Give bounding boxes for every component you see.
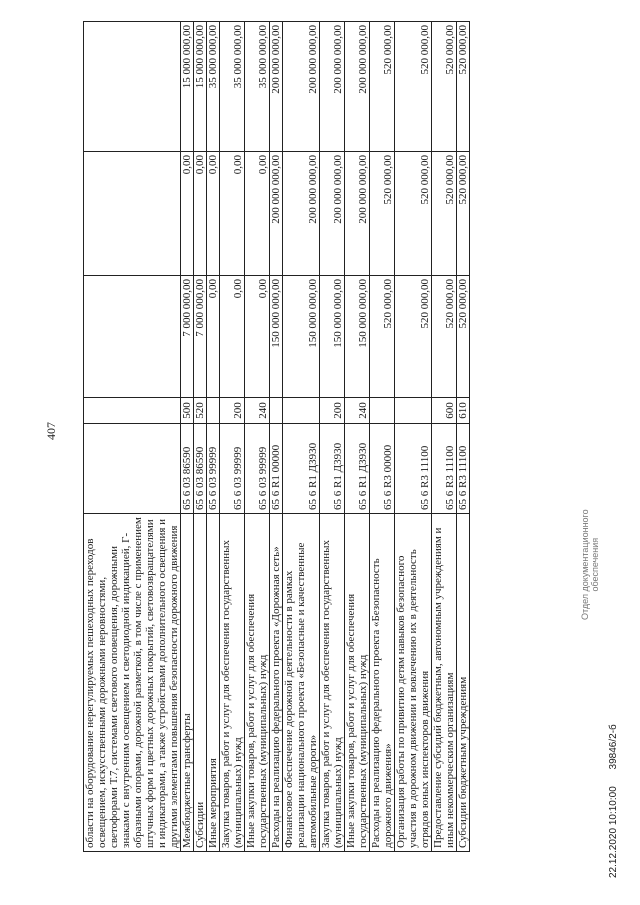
cell-name: Межбюджетные трансферты [181,514,194,852]
table-row [181,22,194,852]
cell-vr: 200 [320,398,345,424]
table-row [395,22,432,852]
cell-code: 65 6 R3 11100 [395,424,432,514]
cell-name: Иные закупки товаров, работ и услуг для обеспечения государственных (муниципальных) нужд [345,514,370,852]
cell-amount-1: 7 000 000,00 [181,276,194,398]
cell-name: Финансовое обеспечение дорожной деятельности в рамках реализации национального проекта «Безопасные и качественные автомобильные дороги» [283,514,320,852]
cell-amount-2: 520 000,00 [370,152,395,276]
cell-vr: 240 [345,398,370,424]
cell-amount-2: 0,00 [207,152,220,276]
cell-amount-2: 0,00 [245,152,270,276]
cell-amount-2 [84,152,181,276]
cell-name: Субсидии [194,514,207,852]
footer-timestamp: 22.12.2020 10:10:00 [608,786,619,878]
cell-amount-1: 150 000 000,00 [270,276,283,398]
cell-amount-2: 0,00 [181,152,194,276]
cell-amount-2: 520 000,00 [395,152,432,276]
cell-amount-3: 520 000,00 [457,22,470,152]
cell-amount-1: 0,00 [220,276,245,398]
cell-code: 65 6 R1 Д3930 [320,424,345,514]
department-stamp [580,509,600,620]
cell-vr [283,398,320,424]
cell-code: 65 6 R1 00000 [270,424,283,514]
table-row [270,22,283,852]
table-row [245,22,270,852]
cell-amount-1: 520 000,00 [370,276,395,398]
stamp-line-2: обеспечения [590,537,600,592]
cell-amount-3: 200 000 000,00 [345,22,370,152]
cell-code: 65 6 03 86590 [194,424,207,514]
footer [608,710,619,878]
cell-amount-2: 520 000,00 [457,152,470,276]
cell-code: 65 6 R3 11100 [432,424,457,514]
table-row [345,22,370,852]
cell-vr: 520 [194,398,207,424]
cell-amount-2: 200 000 000,00 [345,152,370,276]
cell-name: Иные закупки товаров, работ и услуг для обеспечения государственных (муниципальных) нужд [245,514,270,852]
cell-amount-3: 200 000 000,00 [320,22,345,152]
cell-amount-1: 150 000 000,00 [345,276,370,398]
cell-amount-2: 520 000,00 [432,152,457,276]
cell-vr [207,398,220,424]
cell-name: области на оборудование нерегулируемых пешеходных переходов освещением, искусственными дорожными неровностями, светофорами Т.7, системами светового оповещения, дорожными знаками с внутренним освещением и светодиодной индикацией, Г-образными опорами, дорожной разметкой, в том числе с применением штучных форм и цветных дорожных покрытий, световозвращателями и индикаторами, а также устройствами дополнительного освещения и другими элементами повышения безопасности дорожного движения [84,514,181,852]
cell-code: 65 6 03 99999 [245,424,270,514]
cell-amount-3: 35 000 000,00 [220,22,245,152]
page-number: 407 [44,422,58,440]
cell-name: Расходы на реализацию федерального проекта «Дорожная сеть» [270,514,283,852]
budget-table-container [83,22,583,852]
cell-vr: 610 [457,398,470,424]
cell-amount-3 [84,22,181,152]
cell-code: 65 6 03 99999 [207,424,220,514]
cell-code: 65 6 R3 00000 [370,424,395,514]
cell-amount-1: 520 000,00 [432,276,457,398]
cell-amount-1: 7 000 000,00 [194,276,207,398]
cell-amount-1: 0,00 [207,276,220,398]
cell-vr [84,398,181,424]
cell-vr: 600 [432,398,457,424]
cell-amount-1: 0,00 [245,276,270,398]
table-row [370,22,395,852]
cell-amount-2: 0,00 [194,152,207,276]
table-body [84,22,470,852]
cell-amount-3: 520 000,00 [432,22,457,152]
cell-amount-2: 200 000 000,00 [283,152,320,276]
cell-amount-3: 200 000 000,00 [283,22,320,152]
cell-amount-3: 200 000 000,00 [270,22,283,152]
table-row [432,22,457,852]
footer-doc-id: 39846/2-б [608,724,619,770]
table-row [457,22,470,852]
table-row [84,22,181,852]
cell-name: Иные мероприятия [207,514,220,852]
cell-name: Предоставление субсидий бюджетным, автономным учреждениям и иным некоммерческим организациям [432,514,457,852]
cell-code: 65 6 03 99999 [220,424,245,514]
cell-amount-1 [84,276,181,398]
cell-amount-1: 150 000 000,00 [283,276,320,398]
cell-amount-1: 520 000,00 [395,276,432,398]
cell-amount-1: 520 000,00 [457,276,470,398]
cell-amount-3: 35 000 000,00 [207,22,220,152]
cell-name: Закупка товаров, работ и услуг для обеспечения государственных (муниципальных) нужд [220,514,245,852]
cell-amount-3: 520 000,00 [370,22,395,152]
cell-code: 65 6 R1 Д3930 [283,424,320,514]
table-row [220,22,245,852]
cell-vr: 240 [245,398,270,424]
cell-vr [395,398,432,424]
cell-vr: 200 [220,398,245,424]
cell-amount-2: 200 000 000,00 [270,152,283,276]
cell-amount-3: 520 000,00 [395,22,432,152]
cell-name: Субсидии бюджетным учреждениям [457,514,470,852]
cell-amount-3: 15 000 000,00 [181,22,194,152]
cell-amount-1: 150 000 000,00 [320,276,345,398]
cell-amount-2: 0,00 [220,152,245,276]
table-row [194,22,207,852]
table-row [207,22,220,852]
budget-table [83,21,470,852]
stamp-line-1: Отдел документационного [580,509,590,620]
cell-name: Расходы на реализацию федерального проекта «Безопасность дорожного движения» [370,514,395,852]
cell-amount-3: 15 000 000,00 [194,22,207,152]
cell-code: 65 6 R1 Д3930 [345,424,370,514]
cell-name: Закупка товаров, работ и услуг для обеспечения государственных (муниципальных) нужд [320,514,345,852]
cell-code: 65 6 03 86590 [181,424,194,514]
cell-amount-3: 35 000 000,00 [245,22,270,152]
cell-vr: 500 [181,398,194,424]
table-row [320,22,345,852]
cell-code [84,424,181,514]
cell-name: Организация работы по привитию детям навыков безопасного участия в дорожном движении и вовлечению их в деятельность отрядов юных инспекторов движения [395,514,432,852]
cell-vr [270,398,283,424]
cell-code: 65 6 R3 11100 [457,424,470,514]
cell-vr [370,398,395,424]
table-row [283,22,320,852]
cell-amount-2: 200 000 000,00 [320,152,345,276]
